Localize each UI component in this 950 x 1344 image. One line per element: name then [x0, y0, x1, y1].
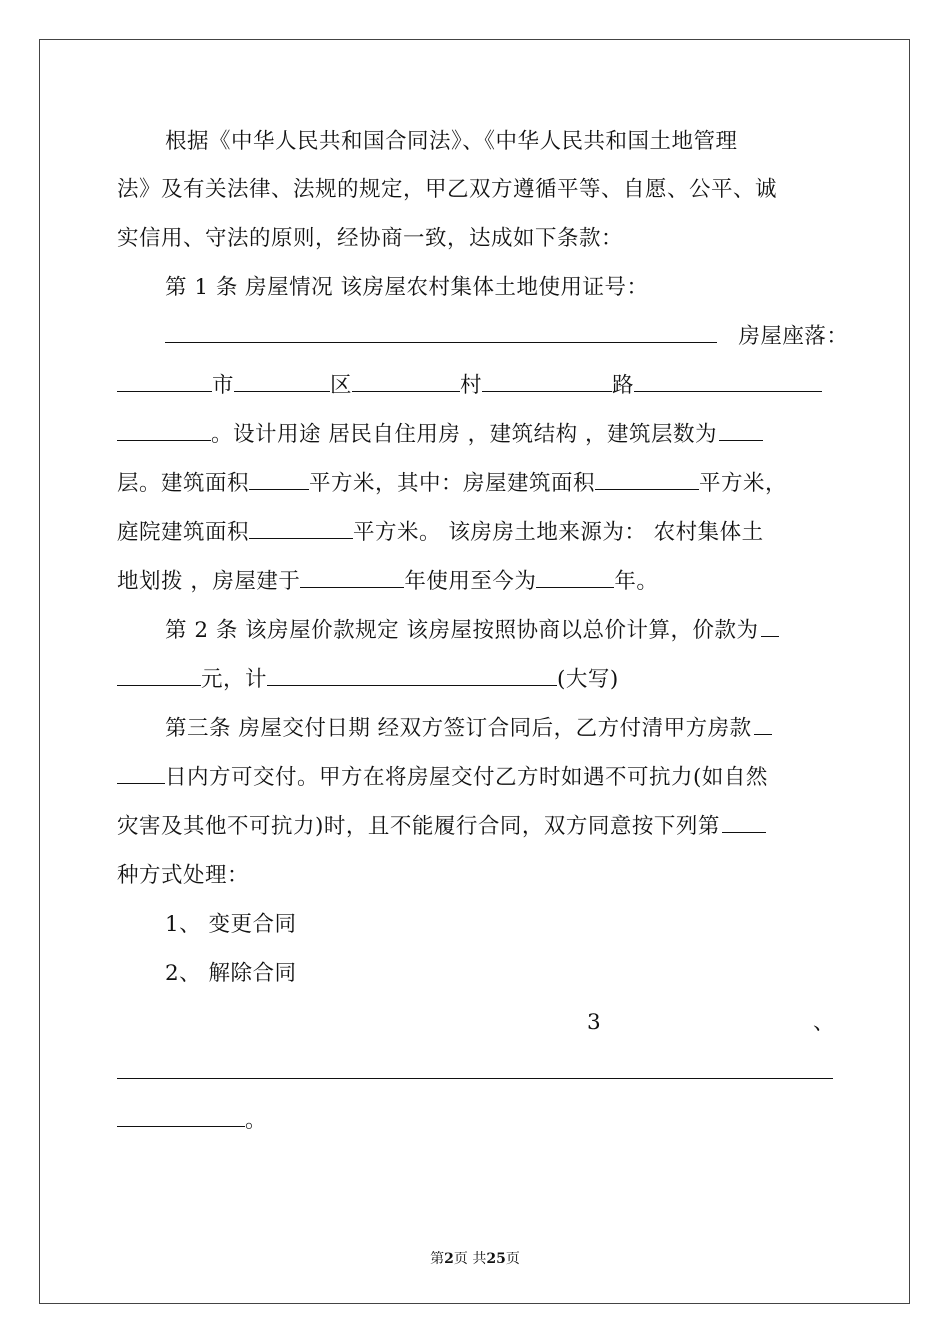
road-tail-blank	[634, 369, 822, 392]
area-blank	[249, 467, 309, 490]
article-1-title: 第 1 条 房屋情况 该房屋农村集体土地使用证号：	[165, 275, 649, 300]
option-1: 1、 变更合同	[165, 912, 297, 937]
option-3-mark: 、	[813, 1010, 836, 1035]
house-area-unit: 平方米，	[699, 471, 788, 496]
land-source-text: 平方米。 该房房土地来源为： 农村集体土	[353, 520, 764, 545]
footer-total-pages: 25	[486, 1251, 506, 1267]
article-2-title: 第 2 条 该房屋价款规定 该房屋按照协商以总价计算，价款为	[165, 618, 759, 643]
price-words-blank	[267, 663, 557, 686]
article-2-line-2	[117, 663, 835, 697]
footer-suffix: 页	[505, 1251, 520, 1267]
article-3-title: 第三条 房屋交付日期 经双方签订合同后，乙方付清甲方房款	[165, 716, 752, 741]
days-blank-start	[754, 712, 772, 735]
years-suffix: 年。	[614, 569, 659, 594]
district-blank	[234, 369, 330, 392]
price-words-label: (大写)	[557, 667, 619, 692]
footer-mid: 页 共	[453, 1251, 487, 1267]
method-blank	[722, 810, 766, 833]
footer-page-number: 2	[444, 1251, 454, 1267]
option-3-line	[117, 1006, 835, 1040]
page-footer	[0, 1248, 950, 1268]
article-1-line-4	[117, 418, 835, 452]
usage-text: 。设计用途 居民自住用房 ，建筑结构 ，建筑层数为	[211, 422, 718, 447]
para-1-line-2: 法》及有关法律、法规的规定，甲乙双方遵循平等、自愿、公平、诚	[117, 177, 778, 202]
days-blank	[117, 761, 165, 784]
article-1-line-2	[117, 320, 849, 354]
area-label: 层。建筑面积	[117, 471, 250, 496]
road-blank	[482, 369, 612, 392]
article-1-line-5	[117, 467, 835, 501]
article-2-line-1	[165, 614, 835, 648]
price-blank	[117, 663, 201, 686]
article-3-line-1	[165, 712, 835, 746]
article-1-line-7	[117, 565, 835, 599]
land-cert-blank	[165, 320, 717, 343]
option-3-number: 3	[587, 1010, 602, 1035]
usage-years-blank	[536, 565, 614, 588]
article-3-text-2: 日内方可交付。甲方在将房屋交付乙方时如遇不可抗力(如自然	[165, 765, 768, 790]
price-blank-start	[761, 614, 779, 637]
built-label: 地划拨 ，房屋建于	[117, 569, 301, 594]
floors-blank	[719, 418, 763, 441]
yard-area-blank	[249, 516, 353, 539]
option-3-blank-line	[117, 1078, 833, 1079]
article-3-line-4: 种方式处理：	[117, 863, 250, 888]
yard-area-label: 庭院建筑面积	[117, 520, 250, 545]
road-label: 路	[612, 373, 635, 398]
para-1-line-1: 根据《中华人民共和国合同法》、《中华人民共和国土地管理	[165, 129, 738, 154]
article-3-line-2	[117, 761, 835, 795]
house-area-label: 平方米，其中：房屋建筑面积	[309, 471, 596, 496]
location-label: 房屋座落：	[738, 324, 849, 349]
built-year-blank	[300, 565, 404, 588]
option-3-end-line	[117, 1104, 835, 1138]
article-1-line-3	[117, 369, 835, 403]
village-label: 村	[460, 373, 483, 398]
price-unit: 元，计	[201, 667, 268, 692]
district-label: 区	[330, 373, 353, 398]
article-3-text-3: 灾害及其他不可抗力)时，且不能履行合同，双方同意按下列第	[117, 814, 720, 839]
city-label: 市	[212, 373, 235, 398]
option-3-tail-blank	[117, 1104, 245, 1127]
usage-years-label: 年使用至今为	[404, 569, 537, 594]
city-blank	[117, 369, 212, 392]
house-area-blank	[595, 467, 699, 490]
footer-prefix: 第	[430, 1251, 445, 1267]
option-3-end-mark: 。	[245, 1108, 268, 1133]
village-blank	[352, 369, 460, 392]
option-2: 2、 解除合同	[165, 961, 297, 986]
address-tail-blank	[117, 418, 211, 441]
article-3-line-3	[117, 810, 835, 844]
para-1-line-3: 实信用、守法的原则，经协商一致，达成如下条款：	[117, 226, 624, 251]
article-1-line-6	[117, 516, 835, 550]
